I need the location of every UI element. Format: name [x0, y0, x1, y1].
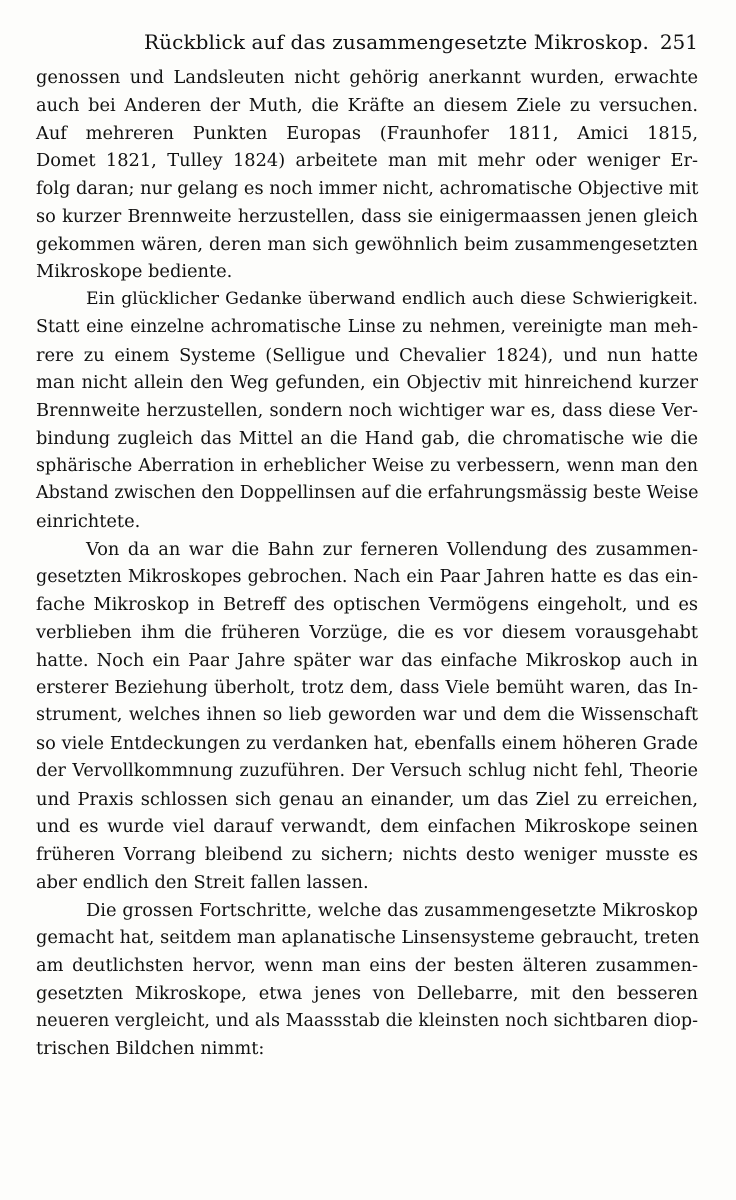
text-line: gesetzten Mikroskope, etwa jenes von Dellebarre, mit den besseren — [36, 982, 698, 1004]
running-head — [36, 30, 698, 60]
text-line: so viele Entdeckungen zu verdanken hat, ebenfalls einem höheren Grade — [36, 733, 698, 754]
text-line: aber endlich den Streit fallen lassen. — [36, 871, 369, 893]
text-line: genossen und Landsleuten nicht gehörig anerkannt wurden, erwachte — [36, 67, 698, 88]
text-body — [36, 64, 698, 1063]
paragraph-1 — [36, 64, 698, 286]
text-line: einrichtete. — [36, 511, 141, 532]
text-line: gesetzten Mikroskopes gebrochen. Nach ein Paar Jahren hatte es das ein- — [36, 566, 698, 587]
text-line: ersterer Beziehung überholt, trotz dem, dass Viele bemüht waren, das In- — [36, 677, 698, 698]
text-line: und es wurde viel darauf verwandt, dem einfachen Mikroskope seinen — [36, 816, 698, 838]
text-line: fache Mikroskop in Betreff des optischen Vermögens eingeholt, und es — [36, 594, 698, 616]
text-line: Brennweite herzustellen, sondern noch wichtiger war es, dass diese Ver- — [36, 400, 698, 421]
text-line: am deutlichsten hervor, wenn man eins der besten älteren zusammen- — [36, 955, 698, 976]
text-line: man nicht allein den Weg gefunden, ein Objectiv mit hinreichend kurzer — [36, 372, 698, 394]
running-title: Rückblick auf das zusammengesetzte Mikroskop. — [144, 30, 649, 54]
text-line: Auf mehreren Punkten Europas (Fraunhofer 1811, Amici 1815, — [36, 122, 698, 144]
text-line: Von da an war die Bahn zur ferneren Vollendung des zusammen- — [86, 538, 698, 560]
text-line: auch bei Anderen der Muth, die Kräfte an diesem Ziele zu versuchen. — [36, 94, 698, 116]
text-line: und Praxis schlossen sich genau an einander, um das Ziel zu erreichen, — [36, 788, 698, 810]
text-line: Abstand zwischen den Doppellinsen auf die erfahrungsmässig beste Weise — [36, 483, 699, 504]
paragraph-3 — [36, 536, 698, 897]
text-line: gemacht hat, seitdem man aplanatische Linsensysteme gebraucht, treten — [36, 927, 700, 949]
page-number: 251 — [659, 30, 698, 54]
text-line: verblieben ihm die früheren Vorzüge, die es vor diesem vorausgehabt — [36, 622, 698, 643]
text-line: trischen Bildchen nimmt: — [36, 1038, 265, 1060]
text-line: Statt eine einzelne achromatische Linse zu nehmen, vereinigte man meh- — [36, 316, 698, 337]
paragraph-2 — [36, 286, 698, 536]
paragraph-4 — [36, 897, 698, 1064]
text-line: so kurzer Brennweite herzustellen, dass sie einigermaassen jenen gleich — [36, 205, 698, 227]
text-line: hatte. Noch ein Paar Jahre später war das einfache Mikroskop auch in — [36, 649, 698, 671]
text-line: sphärische Aberration in erheblicher Weise zu verbessern, wenn man den — [36, 455, 698, 476]
text-line: rere zu einem Systeme (Selligue und Chevalier 1824), und nun hatte — [36, 344, 698, 366]
text-line: folg daran; nur gelang es noch immer nicht, achromatische Objective mit — [36, 178, 699, 199]
text-line: bindung zugleich das Mittel an die Hand gab, die chromatische wie die — [36, 427, 698, 449]
text-line: neueren vergleicht, und als Maassstab die kleinsten noch sichtbaren diop- — [36, 1010, 698, 1031]
text-line: Domet 1821, Tulley 1824) arbeitete man mit mehr oder weniger Er- — [36, 150, 698, 172]
text-line: Mikroskope bediente. — [36, 261, 233, 283]
text-line: strument, welches ihnen so lieb geworden war und dem die Wissenschaft — [36, 705, 698, 726]
text-line: gekommen wären, deren man sich gewöhnlich beim zusammengesetzten — [36, 233, 698, 255]
text-line: der Vervollkommnung zuzuführen. Der Versuch schlug nicht fehl, Theorie — [36, 760, 698, 781]
text-line: Ein glücklicher Gedanke überwand endlich auch diese Schwierigkeit. — [86, 289, 698, 309]
text-line: früheren Vorrang bleibend zu sichern; nichts desto weniger musste es — [36, 844, 698, 865]
text-line: Die grossen Fortschritte, welche das zusammengesetzte Mikroskop — [86, 899, 698, 921]
